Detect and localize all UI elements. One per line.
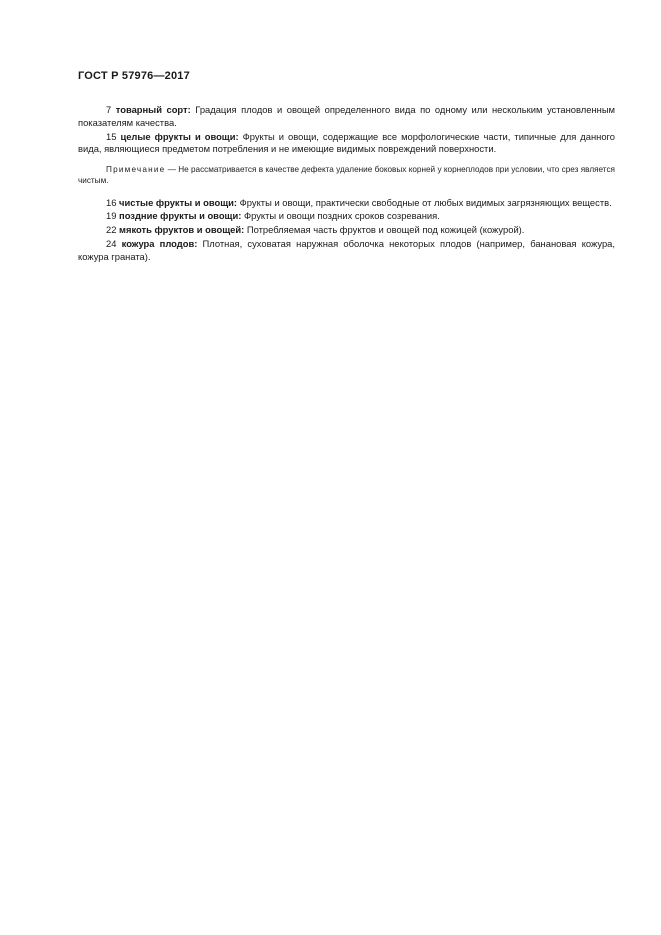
entry-term: целые фрукты и овощи: — [120, 130, 239, 142]
entry-definition: Фрукты и овощи, содержащие все морфологические части, типичные для данного вида, являющиеся предметом потребления и не имеющие видимых повреждений поверхности. — [78, 130, 615, 155]
entry-definition: Фрукты и овощи поздних сроков созревания. — [243, 210, 440, 222]
entry-number: 19 — [106, 210, 117, 222]
term-entry-16 — [78, 197, 615, 210]
entry-definition: Плотная, суховатая наружная оболочка некоторых плодов (например, банановая кожура, кожура граната). — [78, 237, 616, 262]
document-header: ГОСТ Р 57976—2017 — [78, 70, 190, 82]
entry-definition: Потребляемая часть фруктов и овощей под кожицей (кожурой). — [246, 224, 525, 236]
entry-term: чистые фрукты и овощи: — [119, 196, 238, 208]
term-entry-15 — [78, 131, 615, 157]
note-entry-15 — [78, 164, 615, 186]
note-text: — Не рассматривается в качестве дефекта удаление боковых корней у корнеплодов при условии, что срез является чистым. — [78, 165, 615, 186]
entry-term: товарный сорт: — [115, 104, 191, 115]
entry-term: поздние фрукты и овощи: — [119, 210, 242, 222]
term-entry-19 — [78, 210, 615, 223]
term-entry-7 — [78, 104, 615, 130]
entry-definition: Градация плодов и овощей определенного вида по одному или нескольким установленным показателям качества. — [78, 104, 616, 128]
term-entry-22 — [78, 224, 615, 237]
entry-term: кожура плодов: — [121, 237, 198, 249]
entry-number: 22 — [106, 224, 117, 236]
entry-number: 16 — [106, 196, 117, 208]
term-entry-24 — [78, 238, 615, 264]
note-label: Примечание — [106, 165, 166, 175]
term-entries — [78, 104, 615, 264]
entry-definition: Фрукты и овощи, практически свободные от любых видимых загрязняющих веществ. — [239, 196, 612, 208]
entry-number: 7 — [106, 104, 112, 115]
entry-number: 24 — [106, 237, 117, 249]
entry-number: 15 — [106, 130, 117, 142]
entry-term: мякоть фруктов и овощей: — [119, 224, 245, 236]
